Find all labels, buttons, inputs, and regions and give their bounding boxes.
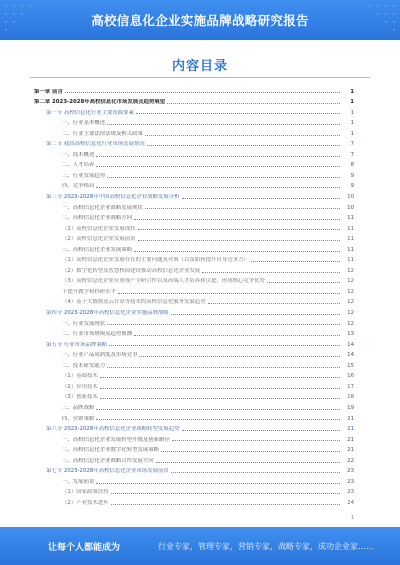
toc-entry-page: 13 — [347, 331, 354, 338]
toc-entry[interactable] — [34, 390, 354, 401]
toc-entry-title: 二、行业市场规模及趋势预测 — [62, 331, 133, 338]
toc-entry[interactable] — [34, 295, 354, 306]
toc-entry-title: （2）高校信息化企业发展前景 — [62, 236, 136, 243]
toc-entry-page: 21 — [347, 447, 354, 454]
toc-entry[interactable] — [34, 179, 354, 190]
toc-entry-title: 一、行业基本概述 — [62, 120, 106, 127]
toc-entry-page: 24 — [347, 499, 354, 506]
toc-entry-page: 11 — [347, 215, 354, 222]
toc-entry[interactable] — [34, 95, 354, 106]
toc-entry-page: 10 — [347, 204, 354, 211]
toc-entry[interactable] — [34, 284, 354, 295]
toc-dot-leader — [171, 472, 340, 473]
toc-entry-title: 二、人才培养 — [62, 162, 95, 169]
toc-entry[interactable] — [34, 327, 354, 338]
toc-entry-title: （2）产业技术进步 — [62, 499, 109, 506]
toc-dot-leader — [138, 229, 340, 230]
toc-entry-page: 11 — [347, 225, 354, 232]
toc-entry[interactable] — [34, 316, 354, 327]
toc-entry[interactable] — [34, 305, 354, 316]
toc-dot-leader — [96, 156, 340, 157]
page-footer — [0, 527, 400, 565]
toc-dot-leader — [96, 187, 340, 188]
toc-entry[interactable] — [34, 358, 354, 369]
toc-dot-leader — [107, 177, 340, 178]
toc-dot-leader — [96, 409, 340, 410]
toc-entry-title: （3）高校信息化企业应重视产学研合作以及高端人才培养和引进，形成核心竞争优势 — [62, 278, 265, 285]
footer-slogan-right: 行业专家，管理专家，营销专家，战略专家，成功企业家…… — [158, 541, 374, 551]
toc-entry-page: 9 — [350, 183, 354, 190]
toc-entry-title: 一、高校信息化企业发展转型升级及创新路径 — [62, 436, 170, 443]
toc-entry-page: 17 — [347, 383, 354, 390]
toc-entry-page: 21 — [347, 436, 354, 443]
toc-entry-page: 1 — [350, 88, 354, 95]
toc-entry-title: 第五节 行业市场品牌策略 — [46, 341, 108, 348]
toc-entry-page: 7 — [350, 151, 354, 158]
page-title: 内容目录 — [171, 59, 228, 74]
toc-entry-title: 一、行业产品成熟度及市场竞争 — [62, 352, 138, 359]
toc-entry-title: 第三节 2023-2028年中国高校信息化企业战略发展分析 — [46, 194, 180, 201]
toc-entry-title: （4）基于大数据及云计算等技术的高校信息化服务发展趋势 — [62, 299, 206, 306]
toc-entry-page: 12 — [347, 310, 354, 317]
toc-dot-leader — [147, 145, 340, 146]
toc-dot-leader — [139, 356, 340, 357]
toc-entry-page: 15 — [347, 362, 354, 369]
toc-entry-title: 四、营销策略 — [62, 415, 95, 422]
toc-entry[interactable] — [34, 200, 354, 211]
toc-dot-leader — [136, 113, 340, 114]
toc-entry-page: 23 — [347, 478, 354, 485]
toc-entry[interactable] — [34, 485, 354, 496]
header-title: 高校信息化企业实施品牌战略研究报告 — [91, 13, 309, 28]
toc-dot-leader — [109, 345, 340, 346]
toc-entry-title: 第一节 高校信息化行业主要资源要素 — [46, 109, 134, 116]
toc-entry[interactable] — [34, 105, 354, 116]
toc-entry-page: 14 — [347, 341, 354, 348]
toc-dot-leader — [167, 103, 340, 104]
toc-entry-title: 二、高校信息化企业战略方向 — [62, 215, 133, 222]
toc-entry[interactable] — [34, 126, 354, 137]
toc-entry-page: 19 — [347, 404, 354, 411]
toc-entry[interactable] — [34, 221, 354, 232]
toc-dot-leader — [65, 92, 340, 93]
toc-entry-page: 22 — [347, 457, 354, 464]
footer-slogan-left: 让每个人都能成为 — [48, 542, 121, 553]
toc-entry-title: （1）高校信息化企业发展存在的主要问题及对策（以及如何提升自身竞争力） — [62, 257, 249, 264]
toc-dot-leader — [96, 419, 340, 420]
toc-entry-title: 第四节 2023-2028年高校信息化企业实施品牌战略 — [46, 310, 169, 317]
toc-entry[interactable] — [34, 495, 354, 506]
toc-entry[interactable] — [34, 242, 354, 253]
toc-dot-leader — [111, 493, 340, 494]
toc-entry-title: 第二节 我国高校信息化行业市场发展情况 — [46, 141, 145, 148]
toc-dot-leader — [100, 388, 340, 389]
toc-entry-title: 三、行业发展趋势 — [62, 172, 106, 179]
toc-entry-page: 21 — [347, 415, 354, 422]
toc-entry[interactable] — [34, 168, 354, 179]
toc-entry-title: 第七节 2023-2028年高校信息化企业市场发展前景 — [46, 468, 169, 475]
toc-entry[interactable] — [34, 147, 354, 158]
toc-entry-page: 18 — [347, 394, 354, 401]
toc-entry[interactable] — [34, 464, 354, 475]
toc-entry[interactable] — [34, 422, 354, 433]
toc-entry-page: 12 — [347, 299, 354, 306]
toc-entry-title: 二、技术研发能力 — [62, 362, 106, 369]
toc-dot-leader — [208, 303, 340, 304]
toc-entry-title: 于提升教学和科研水平 — [62, 288, 116, 295]
page-header — [0, 0, 400, 40]
toc-dot-leader — [107, 124, 340, 125]
toc-entry-title: 一、技术概述 — [62, 151, 95, 158]
toc-entry[interactable] — [34, 263, 354, 274]
toc-entry-page: 12 — [347, 288, 354, 295]
toc-entry-page: 23 — [347, 489, 354, 496]
toc-entry-title: 二、行业主要法律法规及相关政策 — [62, 130, 143, 137]
toc-entry[interactable] — [34, 369, 354, 380]
toc-dot-leader — [145, 208, 340, 209]
toc-entry[interactable] — [34, 400, 354, 411]
toc-entry-title: （1）国家政策扶持 — [62, 489, 109, 496]
header-dot-pattern-left — [0, 0, 90, 40]
toc-dot-leader — [100, 398, 340, 399]
toc-entry-page: 1 — [350, 109, 354, 116]
toc-dot-leader — [96, 483, 340, 484]
toc-entry-title: 第一章 前言 — [34, 88, 63, 95]
toc-dot-leader — [202, 272, 340, 273]
toc-entry-title: （2）数字化转型及智慧校园建设推动高校信息化企业发展 — [62, 267, 201, 274]
toc-dot-leader — [145, 135, 340, 136]
toc-entry[interactable] — [34, 232, 354, 243]
toc-entry-title: 二、高校信息化企业数字化转型发展策略 — [62, 447, 160, 454]
toc-entry[interactable] — [34, 84, 354, 95]
toc-entry-title: 第二章 2023-2028年高校信息化市场发展及趋势展望 — [34, 99, 166, 106]
toc-entry-title: （2）应用技术 — [62, 383, 98, 390]
toc-entry[interactable] — [34, 116, 354, 127]
toc-entry-page: 11 — [347, 246, 354, 253]
toc-dot-leader — [134, 251, 340, 252]
toc-entry[interactable] — [34, 453, 354, 464]
title-divider — [30, 77, 370, 78]
toc-entry[interactable] — [34, 474, 354, 485]
toc-entry-page: 23 — [347, 468, 354, 475]
toc-dot-leader — [107, 324, 340, 325]
toc-dot-leader — [182, 198, 340, 199]
toc-entry-title: 四、竞争格局 — [62, 183, 95, 190]
toc-dot-leader — [100, 377, 340, 378]
toc-entry-title: 三、品牌战略 — [62, 404, 95, 411]
toc-entry[interactable] — [34, 211, 354, 222]
toc-entry-page: 16 — [347, 373, 354, 380]
toc-entry-title: 一、行业发展现状 — [62, 320, 106, 327]
toc-entry-title: （1）高校信息化企业发展现状 — [62, 225, 136, 232]
table-of-contents — [34, 84, 354, 506]
toc-entry-title: 一、发展前景 — [62, 478, 95, 485]
toc-entry[interactable] — [34, 411, 354, 422]
toc-entry-page: 21 — [347, 426, 354, 433]
toc-dot-leader — [107, 367, 340, 368]
toc-entry-page: 12 — [347, 320, 354, 327]
toc-entry-title: （3）创新技术 — [62, 394, 98, 401]
header-dot-pattern-right — [310, 0, 400, 40]
toc-entry[interactable] — [34, 253, 354, 264]
toc-dot-leader — [118, 293, 340, 294]
toc-entry-page: 14 — [347, 352, 354, 359]
toc-dot-leader — [251, 261, 340, 262]
page-number: 1 — [350, 515, 354, 521]
toc-dot-leader — [138, 240, 340, 241]
toc-dot-leader — [267, 282, 340, 283]
toc-dot-leader — [161, 451, 340, 452]
toc-entry-title: 三、高校信息化企业战略合作发展方向 — [62, 457, 154, 464]
toc-entry-page: 10 — [347, 194, 354, 201]
toc-dot-leader — [96, 166, 340, 167]
toc-entry-page: 8 — [350, 162, 354, 169]
toc-entry[interactable] — [34, 137, 354, 148]
toc-dot-leader — [182, 430, 340, 431]
toc-dot-leader — [171, 314, 340, 315]
toc-entry[interactable] — [34, 337, 354, 348]
toc-dot-leader — [134, 335, 340, 336]
toc-entry-title: 一、高校信息化企业战略发展现状 — [62, 204, 143, 211]
toc-dot-leader — [111, 504, 340, 505]
toc-entry-page: 11 — [347, 236, 354, 243]
toc-entry-title: 第六节 2023-2028年高校信息化企业战略转型发展趋势 — [46, 426, 180, 433]
toc-entry[interactable] — [34, 348, 354, 359]
toc-entry-title: （1）基础技术 — [62, 373, 98, 380]
toc-entry-page: 1 — [350, 130, 354, 137]
toc-entry[interactable] — [34, 189, 354, 200]
toc-entry-page: 1 — [350, 99, 354, 106]
toc-entry[interactable] — [34, 158, 354, 169]
toc-entry-page: 11 — [347, 257, 354, 264]
toc-dot-leader — [172, 440, 340, 441]
toc-entry[interactable] — [34, 379, 354, 390]
toc-entry-page: 12 — [347, 278, 354, 285]
toc-entry[interactable] — [34, 432, 354, 443]
toc-entry[interactable] — [34, 274, 354, 285]
toc-entry[interactable] — [34, 443, 354, 454]
toc-entry-page: 12 — [347, 267, 354, 274]
toc-entry-page: 9 — [350, 172, 354, 179]
toc-entry-page: 7 — [350, 141, 354, 148]
toc-entry-title: 三、高校信息化企业发展策略 — [62, 246, 133, 253]
toc-dot-leader — [156, 462, 340, 463]
toc-entry-page: 1 — [350, 120, 354, 127]
toc-dot-leader — [134, 219, 340, 220]
